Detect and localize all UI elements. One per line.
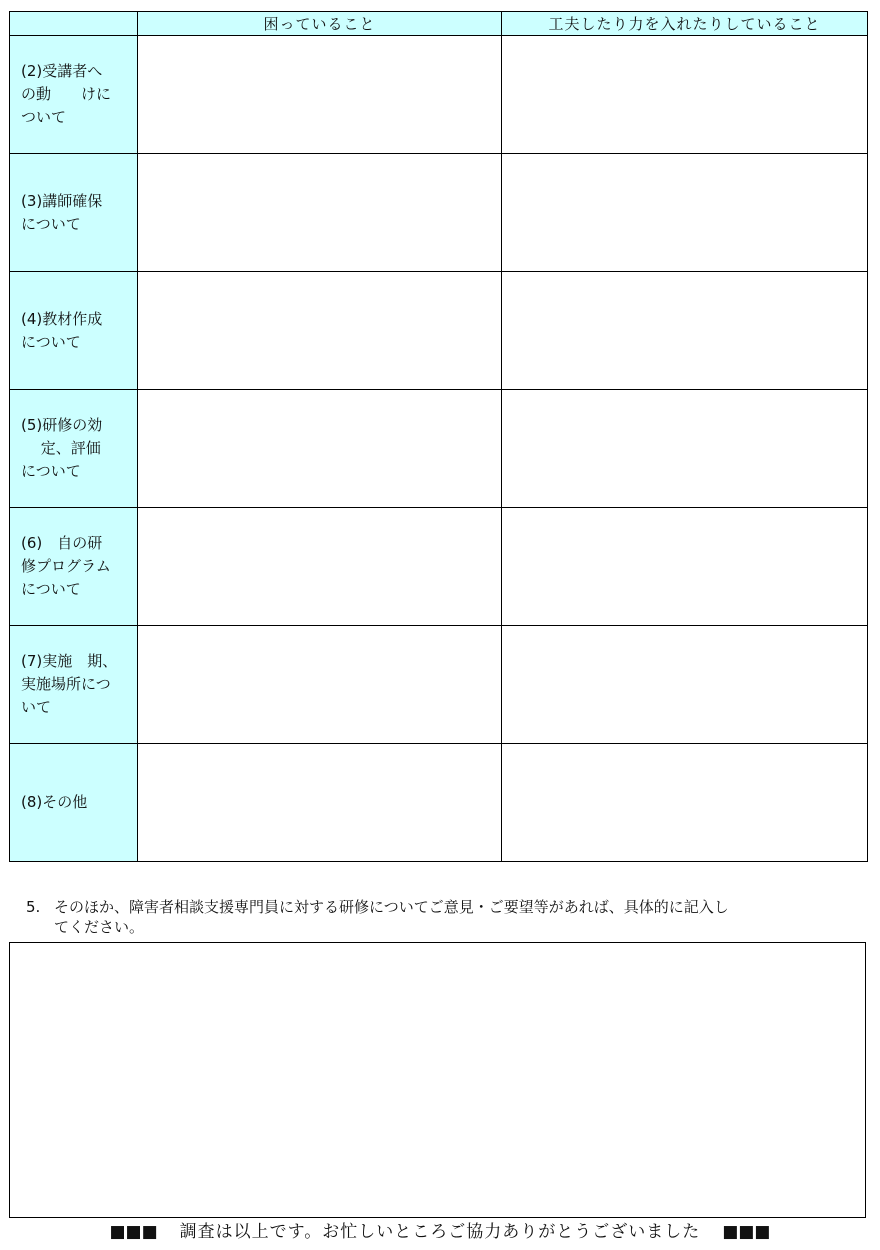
answer-efforts-materials[interactable]: [502, 272, 868, 390]
row-label-instructors: (3)講師確保 について: [10, 154, 138, 272]
table-row: [10, 272, 868, 390]
row-label-participants: (2)受講者へ の動 けに ついて: [10, 36, 138, 154]
answer-troubles-schedule-venue[interactable]: [138, 626, 502, 744]
header-troubles: 困っていること: [138, 12, 502, 36]
row-label-other: (8)その他: [10, 744, 138, 862]
question-5-line-1: [26, 897, 866, 917]
table-header-row: [10, 12, 868, 36]
closing-message: [0, 1219, 880, 1245]
answer-troubles-other[interactable]: [138, 744, 502, 862]
footer-marks-left: ■■■: [109, 1222, 158, 1242]
row-label-schedule-venue: (7)実施 期、 実施場所につ いて: [10, 626, 138, 744]
table-row: [10, 390, 868, 508]
table-row: [10, 626, 868, 744]
footer-message: 調査は以上です。お忙しいところご協力ありがとうございました: [179, 1222, 701, 1242]
answer-efforts-other[interactable]: [502, 744, 868, 862]
table-row: [10, 154, 868, 272]
answer-efforts-instructors[interactable]: [502, 154, 868, 272]
header-label-col: [10, 12, 138, 36]
row-label-own-program: (6) 自の研 修プログラム について: [10, 508, 138, 626]
answer-troubles-instructors[interactable]: [138, 154, 502, 272]
answer-troubles-evaluation[interactable]: [138, 390, 502, 508]
header-efforts: 工夫したり力を入れたりしていること: [502, 12, 868, 36]
footer-marks-right: ■■■: [722, 1222, 771, 1242]
survey-table: [9, 11, 868, 862]
answer-efforts-evaluation[interactable]: [502, 390, 868, 508]
answer-troubles-participants[interactable]: [138, 36, 502, 154]
question-5: [26, 897, 866, 937]
question-5-text-line-2: てください。: [54, 918, 145, 936]
answer-efforts-schedule-venue[interactable]: [502, 626, 868, 744]
question-5-number: 5.: [26, 898, 41, 916]
table-row: [10, 508, 868, 626]
table-row: [10, 36, 868, 154]
answer-efforts-participants[interactable]: [502, 36, 868, 154]
row-label-materials: (4)教材作成 について: [10, 272, 138, 390]
row-label-evaluation: (5)研修の効 定、評価 について: [10, 390, 138, 508]
answer-troubles-own-program[interactable]: [138, 508, 502, 626]
answer-efforts-own-program[interactable]: [502, 508, 868, 626]
free-answer-box[interactable]: [9, 942, 866, 1218]
table-row: [10, 744, 868, 862]
answer-troubles-materials[interactable]: [138, 272, 502, 390]
question-5-text-line-1: そのほか、障害者相談支援専門員に対する研修についてご意見・ご要望等があれば、具体的に記入し: [54, 898, 729, 916]
